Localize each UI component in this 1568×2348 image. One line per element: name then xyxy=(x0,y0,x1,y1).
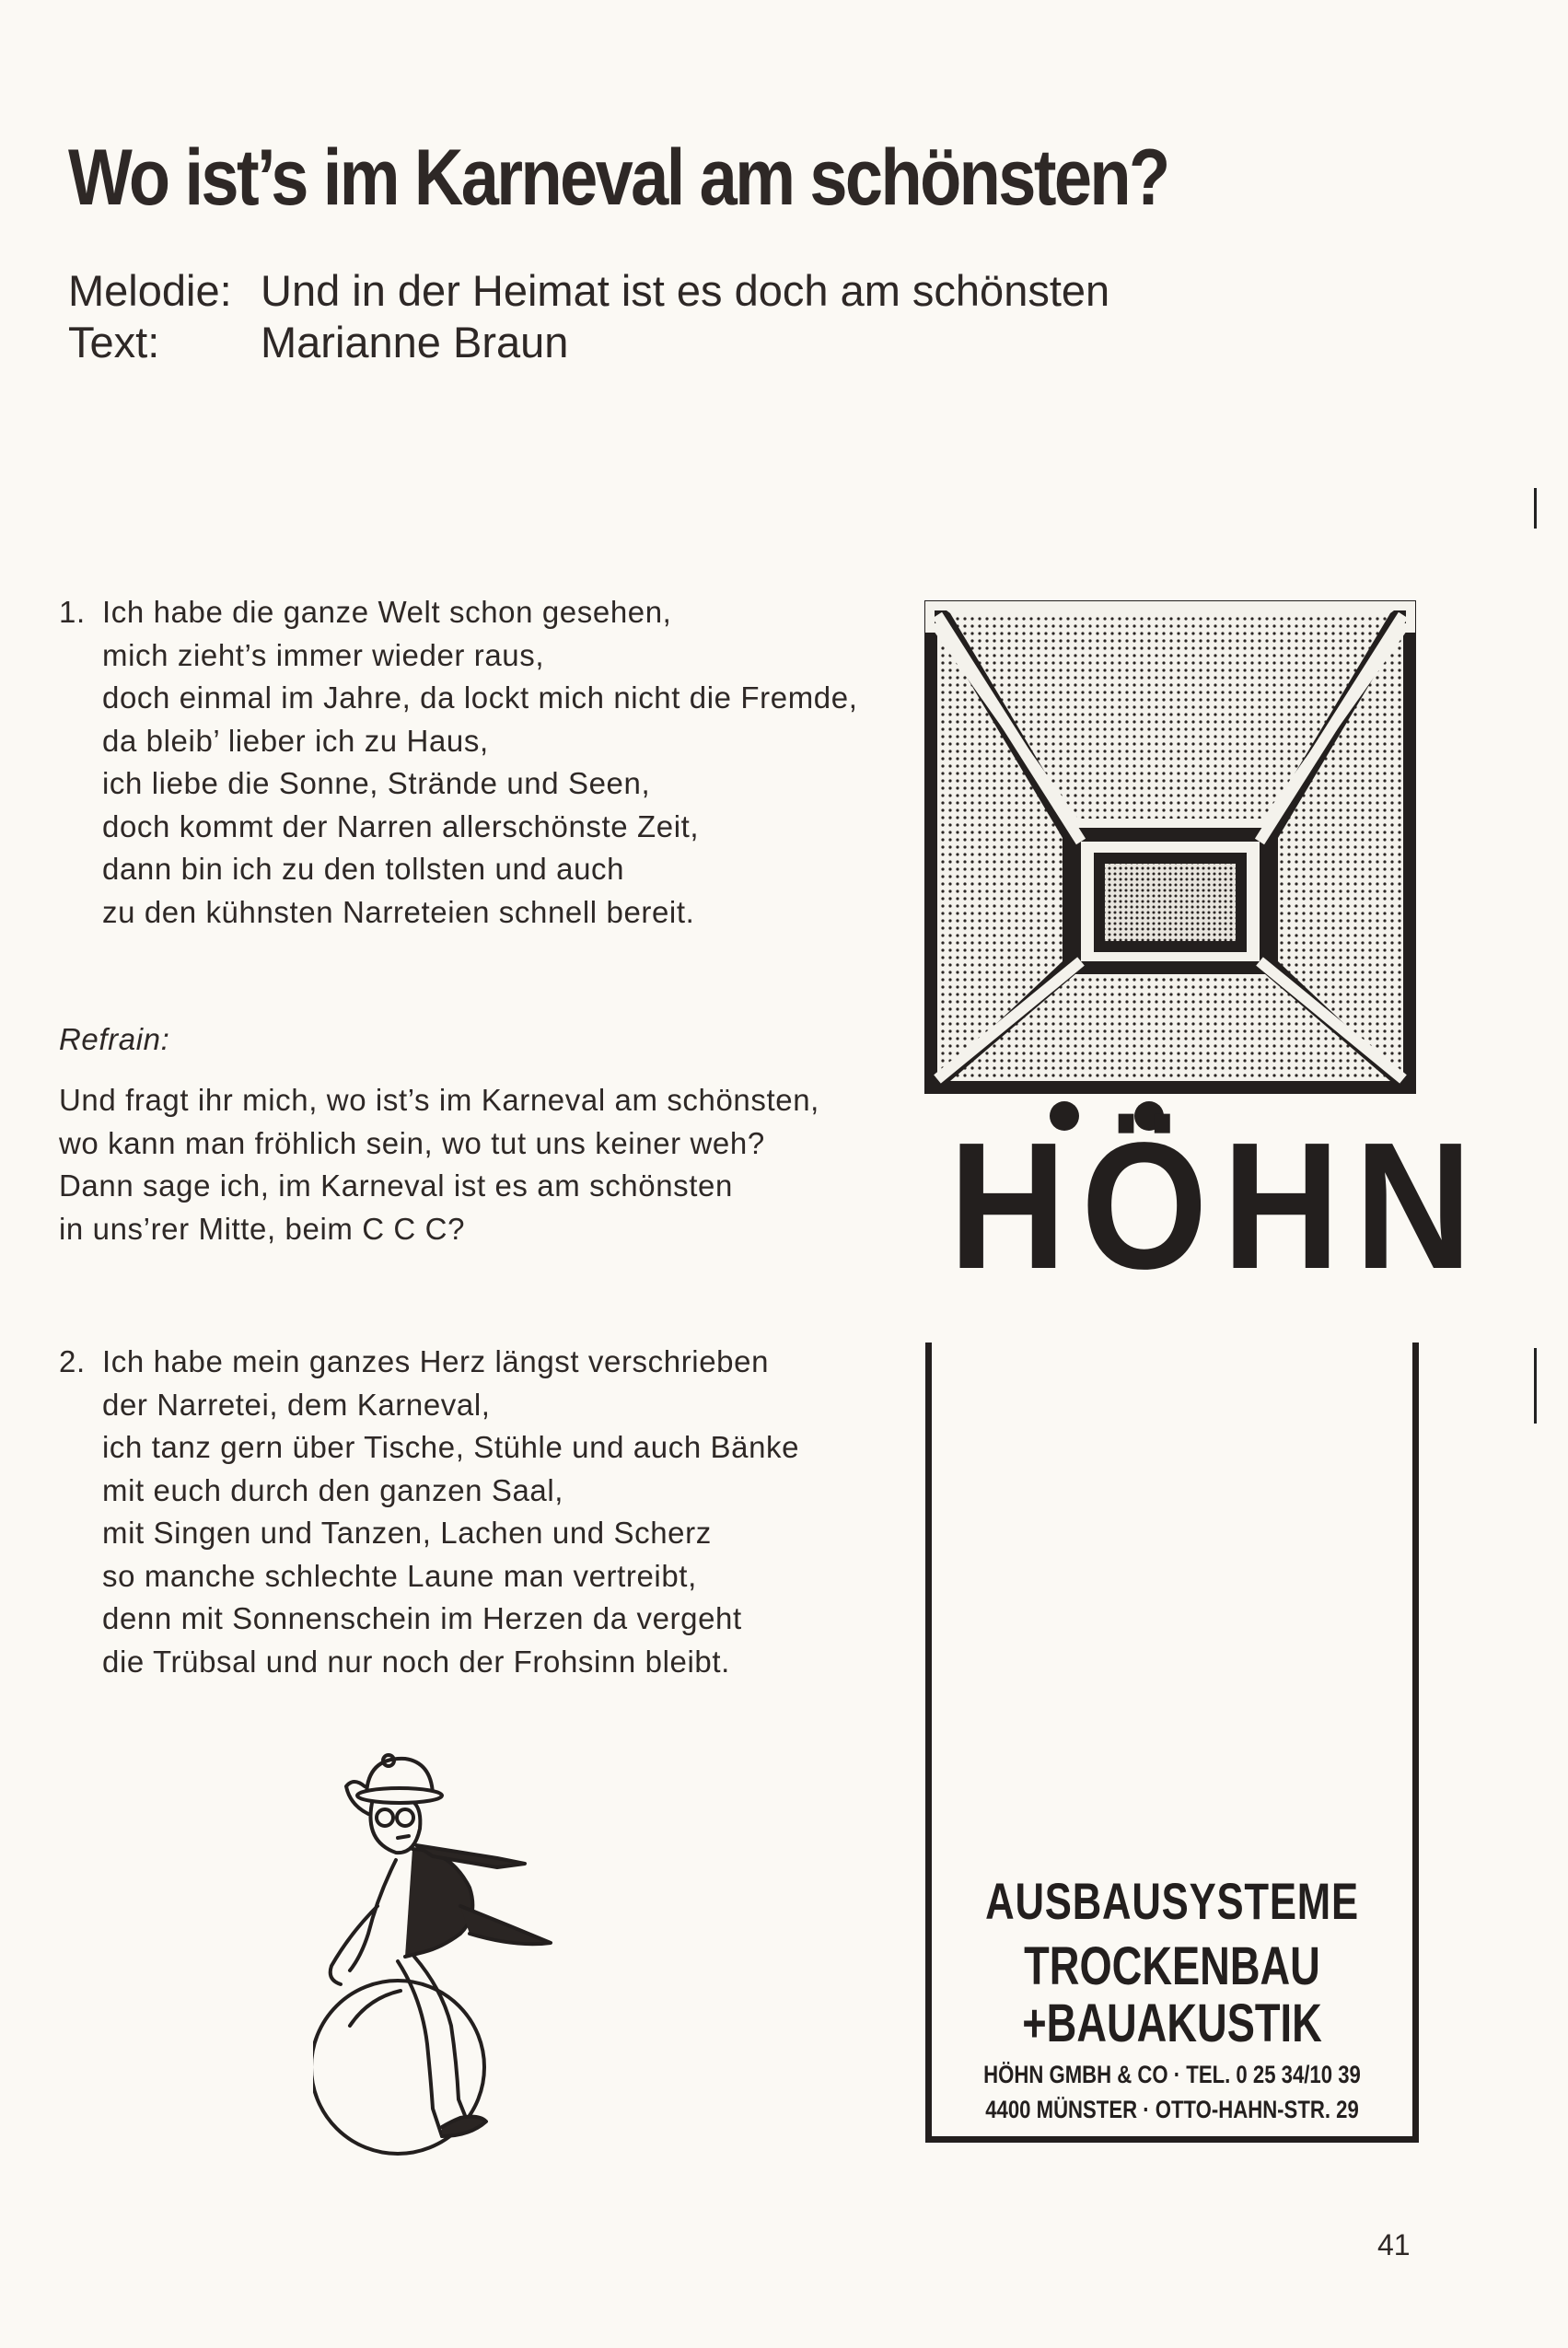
verse-line: zu den kühnsten Narreteien schnell bereit. xyxy=(102,894,695,929)
verse-number: 1. xyxy=(59,595,86,629)
ad-line-bauakustik: +BAUAKUSTIK xyxy=(1022,1993,1322,2053)
page-title: Wo ist’s im Karneval am schönsten? xyxy=(68,134,1168,222)
ad-line-ausbausysteme: AUSBAUSYSTEME xyxy=(985,1872,1359,1930)
verse-line: ich liebe die Sonne, Strände und Seen, xyxy=(102,766,651,800)
melody-label: Melodie: xyxy=(68,266,232,315)
verse-line: denn mit Sonnenschein im Herzen da vergeht xyxy=(102,1601,742,1635)
verse-number: 2. xyxy=(59,1344,86,1378)
ad-line-company-phone: HÖHN GMBH & CO · TEL. 0 25 34/10 39 xyxy=(983,2061,1361,2088)
page-number: 41 xyxy=(1377,2228,1411,2261)
verse-line: 1. Ich habe die ganze Welt schon gesehen, xyxy=(59,591,857,634)
refrain-line: Dann sage ich, im Karneval ist es am schönsten xyxy=(59,1168,733,1203)
refrain-label: Refrain: xyxy=(59,1022,170,1056)
verse-line: doch einmal im Jahre, da lockt mich nicht die Fremde, xyxy=(102,680,858,715)
refrain-line: in uns’rer Mitte, beim C C C? xyxy=(59,1211,466,1246)
hoehn-logo-icon xyxy=(924,600,1416,1094)
refrain-line: Und fragt ihr mich, wo ist’s im Karneval am schönsten, xyxy=(59,1083,819,1117)
scan-edge-mark xyxy=(1534,1348,1537,1424)
brand-name: HÖHN xyxy=(948,1105,1487,1307)
ad-line-trockenbau: TROCKENBAU xyxy=(1024,1936,1320,1996)
verse-line: mit euch durch den ganzen Saal, xyxy=(102,1472,564,1507)
verse-line: dann bin ich zu den tollsten und auch xyxy=(102,852,625,886)
text-value: Marianne Braun xyxy=(261,318,569,366)
verse-2 xyxy=(59,1341,799,1683)
verse-line: ich tanz gern über Tische, Stühle und auch Bänke xyxy=(102,1430,800,1464)
melody-credit xyxy=(68,266,1110,315)
ad-line-address: 4400 MÜNSTER · OTTO-HAHN-STR. 29 xyxy=(985,2096,1359,2123)
verse-line: doch kommt der Narren allerschönste Zeit, xyxy=(102,808,700,843)
verse-line: mich zieht’s immer wieder raus, xyxy=(102,637,545,672)
verse-1 xyxy=(59,591,857,934)
verse-line: 2. Ich habe mein ganzes Herz längst verschrieben xyxy=(59,1341,799,1384)
refrain-line: wo kann man fröhlich sein, wo tut uns keiner weh? xyxy=(59,1125,765,1160)
refrain xyxy=(59,1079,819,1250)
melody-value: Und in der Heimat ist es doch am schönsten xyxy=(261,266,1110,315)
scan-edge-mark xyxy=(1534,488,1537,529)
verse-line: da bleib’ lieber ich zu Haus, xyxy=(102,723,489,758)
text-label: Text: xyxy=(68,318,160,366)
verse-line: die Trübsal und nur noch der Frohsinn bleibt. xyxy=(102,1644,730,1679)
verse-line: mit Singen und Tanzen, Lachen und Scherz xyxy=(102,1516,712,1550)
carnival-mascot-icon xyxy=(313,1749,552,2182)
advertisement-box xyxy=(925,1343,1419,2143)
text-credit xyxy=(68,320,568,364)
verse-line: so manche schlechte Laune man vertreibt, xyxy=(102,1558,697,1593)
verse-line: der Narretei, dem Karneval, xyxy=(102,1387,491,1422)
